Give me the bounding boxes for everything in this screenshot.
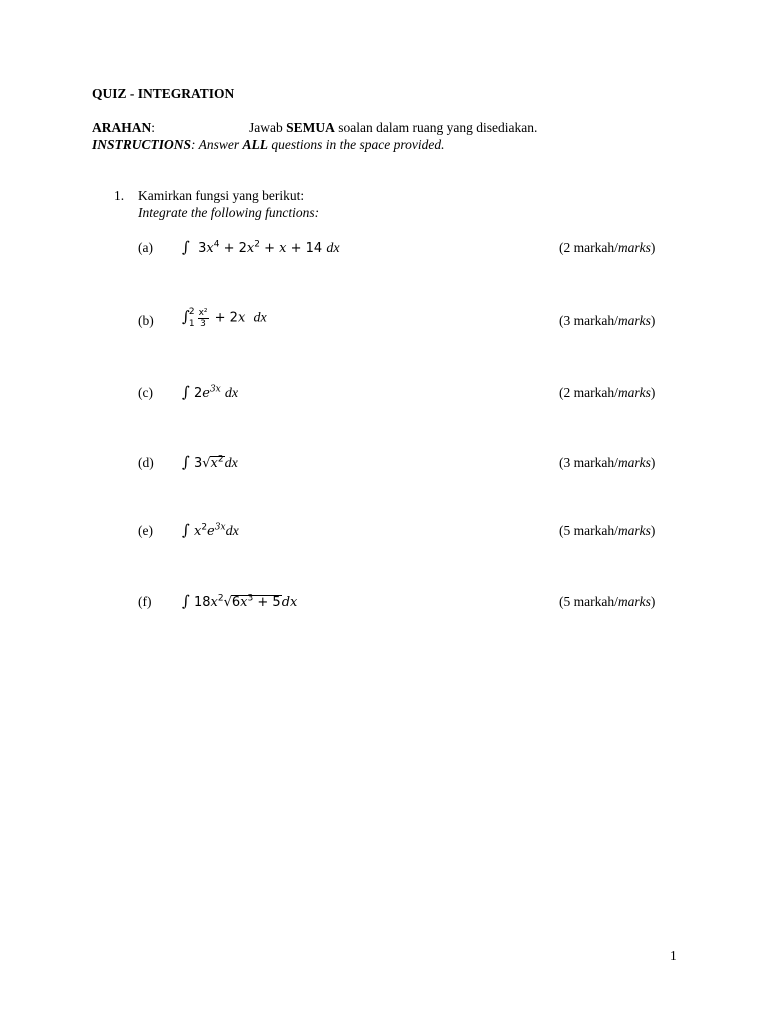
question-part-a [0,240,768,264]
expr-exp: 2 [217,593,224,604]
question-text-english: Integrate the following functions: [138,205,320,220]
expr-exp: 3x [214,522,226,533]
marks-text: (3 markah/ [559,455,618,470]
instr-en-post: questions in the space provided. [268,137,445,152]
question-number: 1. [114,188,125,203]
expr-dx: dx [281,595,298,610]
expr-dx: dx [326,241,340,256]
expression-c [182,383,238,402]
expr-term: + [259,241,280,256]
expr-term: + 2 [210,310,238,326]
marks-text: (5 markah/ [559,523,618,538]
part-label: (f) [138,594,152,609]
marks-close: ) [650,240,656,255]
expr-exp: 2 [254,239,260,250]
marks-close: ) [650,594,656,609]
expr-var: x [210,595,218,610]
expr-dx: dx [225,524,239,539]
expression-a [182,238,340,257]
page-number: 1 [670,948,677,963]
expr-exp: 4 [213,239,220,250]
marks-english: marks [617,455,651,470]
marks-text: (3 markah/ [559,313,618,328]
square-root [210,456,225,471]
question-part-c [0,385,768,409]
integral-sign-icon: ∫ [182,307,190,326]
instr-ms-post: soalan dalam ruang yang disediakan. [334,120,538,135]
expression-b [182,306,267,330]
question-part-d [0,455,768,479]
question-part-e [0,523,768,547]
marks-text: (2 markah/ [559,240,618,255]
marks-english: marks [617,385,651,400]
marks-english: marks [617,594,651,609]
marks-text: (5 markah/ [559,594,618,609]
expr-term: 18 [193,595,211,610]
integral-limits [189,306,195,330]
expr-euler: e [207,524,215,539]
question-part-f [0,594,768,618]
instr-ms-label: ARAHAN [92,120,152,135]
part-label: (e) [138,523,153,538]
marks-allocation [559,455,655,471]
expr-var: x [240,595,248,610]
expr-coefficient-root: 3√ [193,456,211,471]
part-label: (c) [138,385,153,400]
marks-close: ) [650,313,656,328]
instr-ms-bold: SEMUA [286,120,335,135]
expr-var: x [193,524,202,539]
instructions-malay [92,120,537,136]
expr-term: 2 [193,386,203,401]
expr-euler: e [202,386,210,401]
upper-limit: 2 [188,307,195,317]
question-part-b [0,307,768,337]
expr-exp: 2 [201,522,208,533]
expr-exp: 3 [247,593,254,604]
integral-sign-icon: ∫ [182,383,190,401]
integral-sign-icon: ∫ [182,521,190,539]
integral-sign-icon: ∫ [182,592,190,610]
expr-dx: dx [224,386,239,401]
instr-en-bold: ALL [242,137,269,152]
square-root [231,595,282,610]
marks-english: marks [617,523,651,538]
square-root-icon: √ [223,595,232,610]
instructions-english [92,137,445,153]
expr-var: x [237,310,246,326]
instr-ms-pre: Jawab [249,120,287,135]
expression-f [182,592,297,610]
marks-close: ) [650,523,656,538]
expr-exp: 2 [217,454,224,465]
marks-close: ) [650,385,656,400]
expression-d [182,453,238,472]
expr-var: x [206,241,214,256]
fraction-denominator: 3 [200,318,206,329]
instr-ms-sep: : [151,120,156,135]
fraction [198,308,209,329]
expr-var: x [210,456,218,471]
instr-en-pre: : Answer [191,137,243,152]
marks-allocation [559,313,655,329]
lower-limit: 1 [188,319,195,329]
marks-allocation [559,240,655,256]
integral-sign-icon: ∫ [182,453,190,471]
expr-var: x [246,241,255,256]
instr-en-label: INSTRUCTIONS [92,137,192,152]
marks-close: ) [650,455,656,470]
expr-term: + 14 [286,241,327,256]
expression-e [182,521,239,540]
expr-exp: 3x [209,384,221,395]
part-label: (a) [138,240,153,255]
marks-english: marks [617,313,651,328]
marks-allocation [559,594,655,610]
part-label: (b) [138,313,154,328]
expr-term: + 5 [253,595,281,610]
part-label: (d) [138,455,154,470]
expr-var: x [279,241,287,256]
expr-term: 6 [231,595,241,610]
integral-sign-icon: ∫ [182,238,190,256]
marks-english: marks [617,240,651,255]
question-text-malay: Kamirkan fungsi yang berikut: [138,188,305,203]
expr-term: + 2 [219,241,247,256]
marks-allocation [559,385,655,401]
expr-term: 3 [198,241,207,256]
marks-text: (2 markah/ [559,385,618,400]
expr-dx: dx [224,456,238,471]
page-title: QUIZ - INTEGRATION [92,86,235,101]
marks-allocation [559,523,655,539]
expr-dx: dx [253,310,267,326]
fraction-numerator: x² [198,307,208,318]
